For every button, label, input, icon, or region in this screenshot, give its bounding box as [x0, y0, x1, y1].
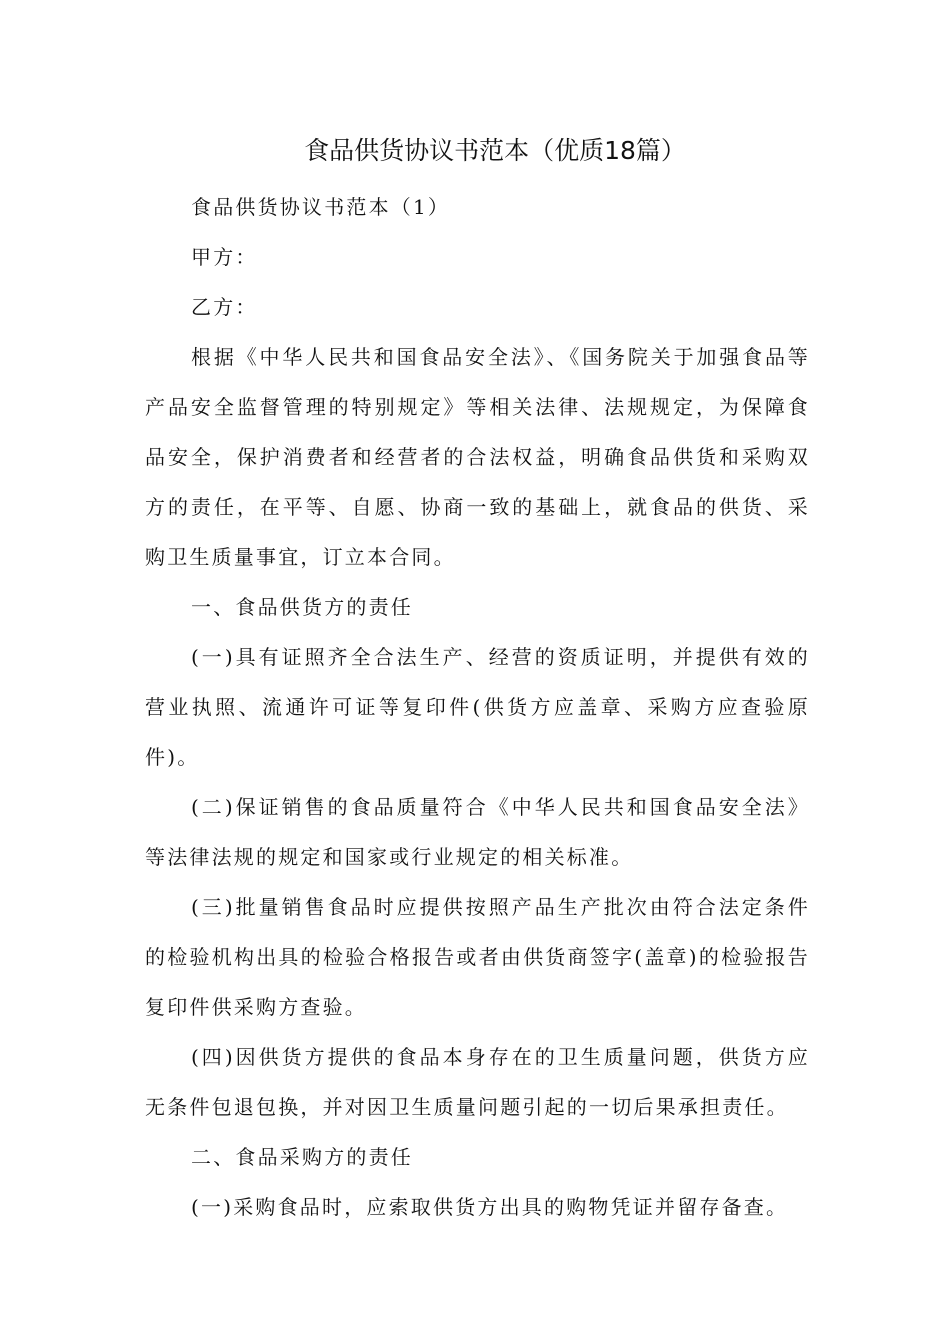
purchaser-clause-1: (一)采购食品时，应索取供货方出具的购物凭证并留存备查。	[191, 1195, 789, 1219]
supplier-clause-3: (三)批量销售食品时应提供按照产品生产批次由符合法定条件的检验机构出具的检验合格报告或者由供货商签字(盖章)的检验报告复印件供采购方查验。	[145, 895, 810, 1019]
document-title: 食品供货协议书范本（优质18篇）	[304, 136, 686, 165]
party-b-line: 乙方：	[191, 295, 258, 319]
party-a-line: 甲方：	[191, 245, 258, 269]
section-heading: 食品供货协议书范本（1）	[191, 195, 451, 219]
clause-heading-purchaser: 二、食品采购方的责任	[191, 1145, 413, 1169]
document-body	[145, 182, 810, 1232]
preamble-paragraph: 根据《中华人民共和国食品安全法》、《国务院关于加强食品等产品安全监督管理的特别规定》等相关法律、法规规定，为保障食品安全，保护消费者和经营者的合法权益，明确食品供货和采购双方的责任，在平等、自愿、协商一致的基础上，就食品的供货、采购卫生质量事宜，订立本合同。	[145, 345, 810, 569]
supplier-clause-1: (一)具有证照齐全合法生产、经营的资质证明，并提供有效的营业执照、流通许可证等复印件(供货方应盖章、采购方应查验原件)。	[145, 645, 810, 769]
clause-heading-supplier: 一、食品供货方的责任	[191, 595, 413, 619]
supplier-clause-2: (二)保证销售的食品质量符合《中华人民共和国食品安全法》等法律法规的规定和国家或行业规定的相关标准。	[145, 795, 810, 869]
supplier-clause-4: (四)因供货方提供的食品本身存在的卫生质量问题，供货方应无条件包退包换，并对因卫生质量问题引起的一切后果承担责任。	[145, 1045, 810, 1119]
